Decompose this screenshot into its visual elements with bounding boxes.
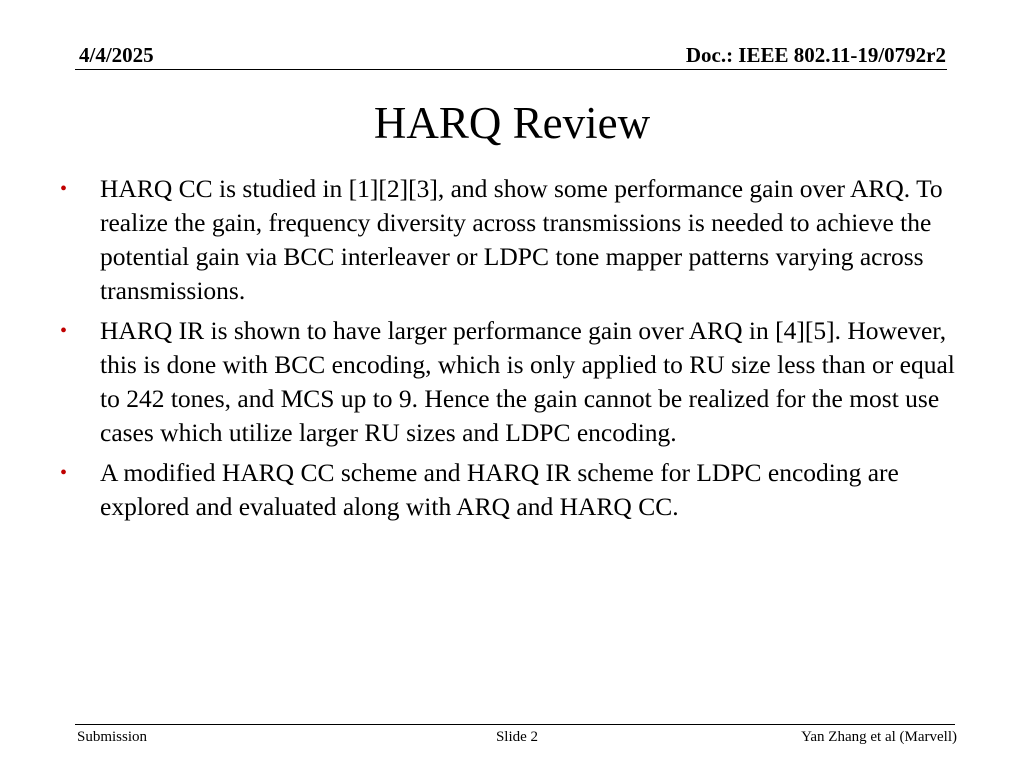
bullet-dot-icon: • bbox=[60, 178, 68, 200]
bullet-dot-icon: • bbox=[60, 320, 68, 342]
footer-submission: Submission bbox=[77, 729, 148, 745]
bullet-item bbox=[60, 172, 972, 308]
bullet-dot-icon: • bbox=[60, 462, 68, 484]
footer-author: Yan Zhang et al (Marvell) bbox=[801, 729, 957, 745]
footer-divider bbox=[75, 724, 955, 725]
header-divider bbox=[75, 69, 947, 70]
slide-title: HARQ Review bbox=[373, 98, 651, 148]
bullet-text: A modified HARQ CC scheme and HARQ IR scheme for LDPC encoding are explored and evaluated along with ARQ and HARQ CC. bbox=[100, 458, 899, 521]
bullet-text: HARQ IR is shown to have larger performance gain over ARQ in [4][5]. However, this is done with BCC encoding, which is only applied to RU size less than or equal to 242 tones, and MCS up to 9. Hence the gain cannot be realized for the most use cases which utilize larger RU sizes and LDPC encoding. bbox=[100, 316, 955, 447]
bullet-text: HARQ CC is studied in [1][2][3], and show some performance gain over ARQ. To realize the gain, frequency diversity across transmissions is needed to achieve the potential gain via BCC interleaver or LDPC tone mapper patterns varying across transmissions. bbox=[100, 174, 943, 305]
header-date: 4/4/2025 bbox=[79, 43, 154, 67]
header-doc-id: Doc.: IEEE 802.11-19/0792r2 bbox=[685, 43, 946, 67]
bullet-item bbox=[60, 314, 972, 450]
bullet-item bbox=[60, 456, 972, 524]
footer-slide-number: Slide 2 bbox=[495, 729, 539, 745]
bullet-list bbox=[60, 172, 972, 530]
